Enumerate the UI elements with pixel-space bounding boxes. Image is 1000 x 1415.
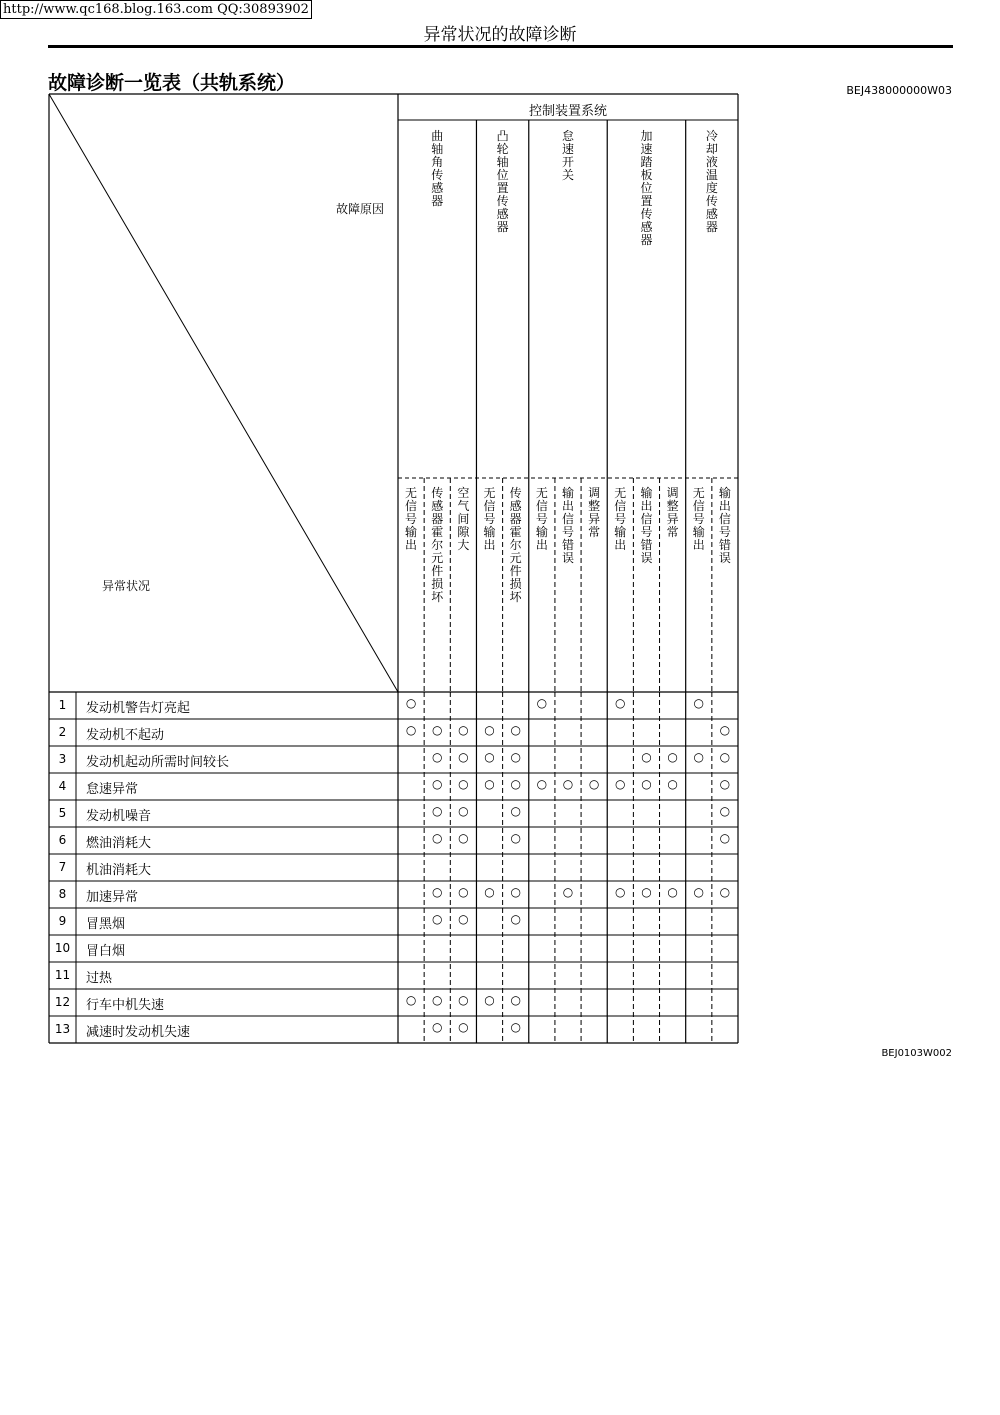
row-label: 加速异常 <box>86 890 139 905</box>
fault-mark: ○ <box>484 885 495 899</box>
row-number: 7 <box>58 860 67 874</box>
row-number: 13 <box>54 1022 71 1036</box>
fault-mark: ○ <box>458 912 469 926</box>
sub-label-0-2: 空气间隙大 <box>457 486 470 552</box>
fault-mark: ○ <box>719 885 731 899</box>
sub-label-3-1: 输出信号错误 <box>640 486 653 565</box>
fault-mark: ○ <box>510 1020 521 1034</box>
fault-mark: ○ <box>431 1020 443 1034</box>
sub-label-3-2: 调整异常 <box>666 486 679 539</box>
fault-mark: ○ <box>719 750 731 764</box>
fault-mark: ○ <box>510 750 521 764</box>
fault-mark: ○ <box>458 831 469 845</box>
fault-mark: ○ <box>431 804 443 818</box>
page-header-title: 异常状况的故障诊断 <box>423 25 577 45</box>
fault-mark: ○ <box>719 723 731 737</box>
group-label-2: 怠速开关 <box>561 129 574 182</box>
row-number: 11 <box>54 968 71 982</box>
fault-mark: ○ <box>667 750 678 764</box>
fault-mark: ○ <box>719 831 731 845</box>
fault-mark: ○ <box>458 750 469 764</box>
cause-label: 故障原因 <box>336 202 385 216</box>
fault-mark: ○ <box>719 804 731 818</box>
fault-mark: ○ <box>510 804 521 818</box>
row-label: 机油消耗大 <box>86 863 152 878</box>
fault-mark: ○ <box>641 750 652 764</box>
row-label: 冒黑烟 <box>86 917 126 932</box>
row-label: 冒白烟 <box>86 944 126 959</box>
row-number: 6 <box>58 833 67 847</box>
fault-mark: ○ <box>431 723 443 737</box>
fault-mark: ○ <box>693 885 704 899</box>
row-number: 5 <box>58 806 67 820</box>
group-label-3: 加速踏板位置传感器 <box>640 129 653 247</box>
fault-mark: ○ <box>615 885 626 899</box>
group-label-4: 冷却液温度传感器 <box>705 129 718 234</box>
fault-mark: ○ <box>667 777 678 791</box>
row-number: 9 <box>58 914 67 928</box>
fault-mark: ○ <box>510 723 521 737</box>
row-label: 行车中机失速 <box>86 998 165 1013</box>
fault-mark: ○ <box>719 777 731 791</box>
fault-mark: ○ <box>458 1020 469 1034</box>
fault-mark: ○ <box>431 885 443 899</box>
sub-label-1-0: 无信号输出 <box>483 486 496 552</box>
sub-label-1-1: 传感器霍尔元件损坏 <box>509 486 522 604</box>
doc-code-top: BEJ438000000W03 <box>846 84 952 97</box>
row-number: 3 <box>58 752 67 766</box>
row-number: 1 <box>58 698 67 712</box>
row-label: 减速时发动机失速 <box>86 1025 191 1040</box>
fault-mark: ○ <box>641 885 652 899</box>
fault-mark: ○ <box>562 885 574 899</box>
sub-label-4-1: 输出信号错误 <box>718 486 731 565</box>
fault-mark: ○ <box>510 912 521 926</box>
fault-mark: ○ <box>693 750 704 764</box>
sub-label-3-0: 无信号输出 <box>614 486 627 552</box>
fault-mark: ○ <box>562 777 574 791</box>
row-label: 发动机警告灯亮起 <box>86 701 191 716</box>
fault-mark: ○ <box>431 777 443 791</box>
fault-mark: ○ <box>458 777 469 791</box>
doc-code-bottom: BEJ0103W002 <box>881 1048 952 1059</box>
fault-mark: ○ <box>588 777 600 791</box>
row-number: 2 <box>58 725 67 739</box>
fault-mark: ○ <box>484 723 495 737</box>
fault-mark: ○ <box>458 804 469 818</box>
sub-label-0-1: 传感器霍尔元件损坏 <box>431 486 444 604</box>
system-label: 控制装置系统 <box>528 104 607 119</box>
fault-mark: ○ <box>431 912 443 926</box>
fault-mark: ○ <box>431 831 443 845</box>
sub-label-2-0: 无信号输出 <box>535 486 548 552</box>
row-number: 8 <box>58 887 67 901</box>
fault-mark: ○ <box>536 696 548 710</box>
header-diagonal <box>49 94 398 692</box>
fault-mark: ○ <box>484 750 495 764</box>
row-number: 4 <box>58 779 67 793</box>
fault-mark: ○ <box>536 777 548 791</box>
row-label: 怠速异常 <box>86 782 139 797</box>
group-label-0: 曲轴角传感器 <box>431 129 444 208</box>
row-label: 过热 <box>86 971 113 986</box>
symptom-label: 异常状况 <box>102 579 151 593</box>
fault-mark: ○ <box>484 777 495 791</box>
fault-mark: ○ <box>458 885 469 899</box>
row-label: 燃油消耗大 <box>86 836 152 851</box>
row-number: 10 <box>54 941 71 955</box>
fault-mark: ○ <box>405 696 417 710</box>
fault-mark: ○ <box>405 723 417 737</box>
fault-mark: ○ <box>431 993 443 1007</box>
row-label: 发动机噪音 <box>86 809 152 824</box>
row-label: 发动机起动所需时间较长 <box>86 755 230 770</box>
fault-mark: ○ <box>693 696 704 710</box>
row-label: 发动机不起动 <box>86 728 165 743</box>
fault-mark: ○ <box>510 885 521 899</box>
fault-mark: ○ <box>458 993 469 1007</box>
sub-label-0-0: 无信号输出 <box>405 486 418 552</box>
fault-mark: ○ <box>615 696 626 710</box>
sub-label-2-2: 调整异常 <box>588 486 601 539</box>
section-title: 故障诊断一览表（共轨系统） <box>48 72 296 94</box>
sub-label-4-0: 无信号输出 <box>692 486 705 552</box>
fault-mark: ○ <box>641 777 652 791</box>
fault-mark: ○ <box>510 777 521 791</box>
fault-mark: ○ <box>667 885 678 899</box>
sub-label-2-1: 输出信号错误 <box>561 486 574 565</box>
fault-mark: ○ <box>431 750 443 764</box>
fault-mark: ○ <box>484 993 495 1007</box>
fault-mark: ○ <box>510 993 521 1007</box>
watermark-url: http://www.qc168.blog.163.com QQ:30893902 <box>0 0 312 19</box>
fault-mark: ○ <box>458 723 469 737</box>
fault-mark: ○ <box>510 831 521 845</box>
fault-mark: ○ <box>615 777 626 791</box>
row-number: 12 <box>54 995 71 1009</box>
group-label-1: 凸轮轴位置传感器 <box>496 129 509 234</box>
fault-mark: ○ <box>405 993 417 1007</box>
